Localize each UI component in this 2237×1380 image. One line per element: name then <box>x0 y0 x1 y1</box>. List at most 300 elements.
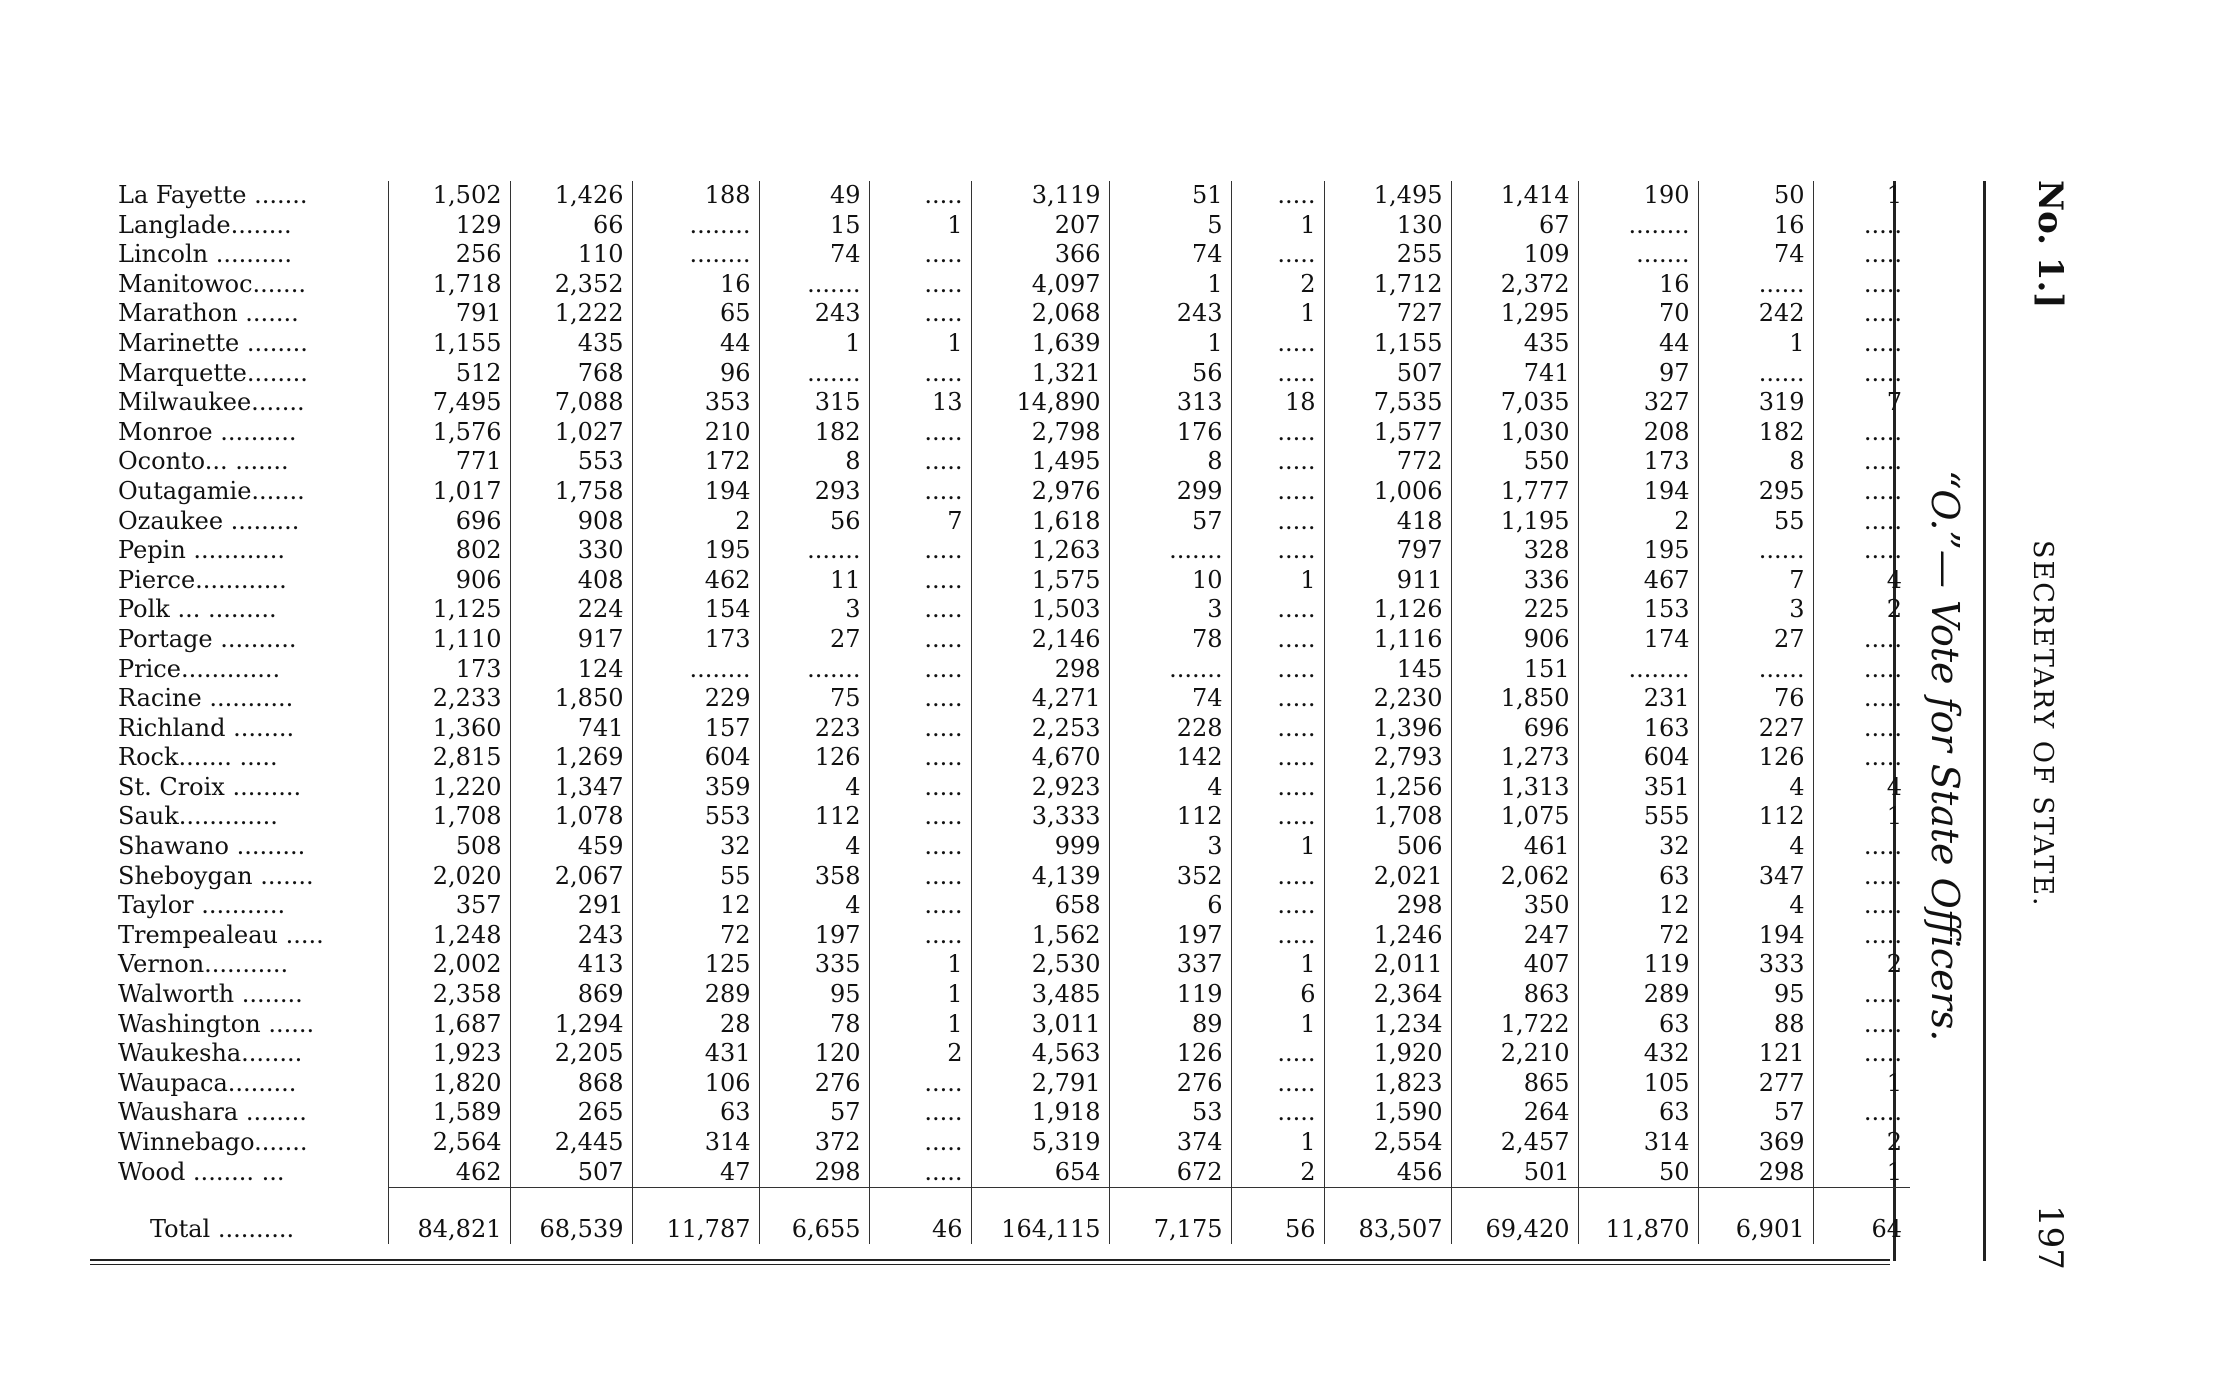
vote-cell: 1 <box>869 329 971 359</box>
vote-cell: 50 <box>1698 181 1813 211</box>
vote-cell: 106 <box>632 1069 759 1099</box>
vote-cell: 74 <box>759 240 869 270</box>
vote-cell: 76 <box>1698 684 1813 714</box>
vote-cell: 293 <box>759 477 869 507</box>
table-row <box>110 299 1910 329</box>
vote-cell: 358 <box>759 862 869 892</box>
vote-cell: 7 <box>1698 566 1813 596</box>
vote-cell: 2,146 <box>971 625 1109 655</box>
vote-cell: ..... <box>1813 270 1910 300</box>
vote-cell: 1,396 <box>1324 714 1451 744</box>
county-name: Marathon ....... <box>118 299 299 328</box>
vote-cell: 14,890 <box>971 388 1109 418</box>
vote-cell: 1 <box>869 1010 971 1040</box>
vote-cell: 126 <box>1109 1039 1231 1069</box>
vote-cell: 157 <box>632 714 759 744</box>
vote-cell: ..... <box>1813 655 1910 685</box>
county-name: Pepin ............ <box>118 536 285 565</box>
vote-cell: 1 <box>1813 181 1910 211</box>
vote-cell: 553 <box>510 447 632 477</box>
vote-cell: 768 <box>510 359 632 389</box>
county-name: Marquette........ <box>118 358 308 387</box>
vote-cell: 467 <box>1578 566 1698 596</box>
vote-cell: ........ <box>1578 655 1698 685</box>
vote-cell: ..... <box>1231 418 1324 448</box>
vote-cell: 55 <box>632 862 759 892</box>
vote-cell: 119 <box>1578 950 1698 980</box>
county-name: Taylor ........... <box>118 891 286 920</box>
vote-cell: 1,639 <box>971 329 1109 359</box>
vote-cell: 1,273 <box>1451 743 1578 773</box>
vote-cell: 173 <box>1578 447 1698 477</box>
vote-cell: ..... <box>1231 595 1324 625</box>
vote-cell: 369 <box>1698 1128 1813 1158</box>
table-row <box>110 743 1910 773</box>
vote-cell: 1,017 <box>388 477 510 507</box>
vote-cell: 413 <box>510 950 632 980</box>
table-row <box>110 447 1910 477</box>
vote-cell: 63 <box>632 1098 759 1128</box>
vote-cell: 56 <box>759 507 869 537</box>
vote-cell: 1,027 <box>510 418 632 448</box>
vote-cell: ...... <box>1698 536 1813 566</box>
vote-cell: 1,850 <box>510 684 632 714</box>
vote-cell: ..... <box>1813 1010 1910 1040</box>
vote-cell: ..... <box>869 921 971 951</box>
vote-cell: ..... <box>1813 447 1910 477</box>
vote-cell: 1,313 <box>1451 773 1578 803</box>
vote-cell: ..... <box>1813 684 1910 714</box>
vote-cell: ..... <box>1231 714 1324 744</box>
vote-cell: 7,175 <box>1109 1188 1231 1245</box>
vote-cell: 2,352 <box>510 270 632 300</box>
vote-cell: ..... <box>1813 921 1910 951</box>
county-name: Polk ... ......... <box>118 595 277 624</box>
vote-cell: 407 <box>1451 950 1578 980</box>
vote-cell: ..... <box>869 240 971 270</box>
county-name: Richland ........ <box>118 713 295 742</box>
vote-cell: 1,126 <box>1324 595 1451 625</box>
vote-cell: 357 <box>388 891 510 921</box>
table-row <box>110 507 1910 537</box>
vote-cell: ..... <box>1231 921 1324 951</box>
vote-cell: ..... <box>869 773 971 803</box>
vote-cell: 2,364 <box>1324 980 1451 1010</box>
vote-cell: 1 <box>1231 299 1324 329</box>
vote-cell: 72 <box>1578 921 1698 951</box>
vote-cell: 1,263 <box>971 536 1109 566</box>
vote-cell: 16 <box>632 270 759 300</box>
vote-cell: 49 <box>759 181 869 211</box>
vote-cell: ..... <box>1231 625 1324 655</box>
vote-cell: 1,920 <box>1324 1039 1451 1069</box>
vote-cell: 432 <box>1578 1039 1698 1069</box>
vote-cell: 1 <box>1813 802 1910 832</box>
vote-cell: 173 <box>388 655 510 685</box>
vote-cell: 6,901 <box>1698 1188 1813 1245</box>
vote-cell: 142 <box>1109 743 1231 773</box>
vote-cell: 110 <box>510 240 632 270</box>
vote-cell: ..... <box>869 270 971 300</box>
vote-cell: 119 <box>1109 980 1231 1010</box>
vote-cell: ..... <box>1813 329 1910 359</box>
vote-cell: 4 <box>759 773 869 803</box>
vote-cell: ..... <box>1813 299 1910 329</box>
vote-cell: 374 <box>1109 1128 1231 1158</box>
vote-cell: 109 <box>1451 240 1578 270</box>
vote-cell: 129 <box>388 211 510 241</box>
vote-cell: 46 <box>869 1188 971 1245</box>
vote-cell: ....... <box>759 655 869 685</box>
vote-cell: ..... <box>869 1098 971 1128</box>
vote-cell: ..... <box>869 418 971 448</box>
vote-cell: ..... <box>1231 773 1324 803</box>
vote-cell: 2 <box>1578 507 1698 537</box>
table-row <box>110 536 1910 566</box>
vote-cell: ..... <box>1813 536 1910 566</box>
vote-cell: 256 <box>388 240 510 270</box>
total-row <box>110 1188 1910 1245</box>
vote-cell: 2,793 <box>1324 743 1451 773</box>
vote-cell: 1,269 <box>510 743 632 773</box>
vote-cell: 461 <box>1451 832 1578 862</box>
vote-cell: 264 <box>1451 1098 1578 1128</box>
vote-cell: 1 <box>1231 211 1324 241</box>
vote-cell: 1,823 <box>1324 1069 1451 1099</box>
vote-cell: ..... <box>1231 891 1324 921</box>
vote-cell: 57 <box>1109 507 1231 537</box>
vote-cell: 3,485 <box>971 980 1109 1010</box>
vote-cell: 6,655 <box>759 1188 869 1245</box>
vote-cell: ..... <box>869 447 971 477</box>
vote-cell: 194 <box>1698 921 1813 951</box>
vote-cell: ..... <box>1813 359 1910 389</box>
table-row <box>110 1069 1910 1099</box>
vote-cell: 51 <box>1109 181 1231 211</box>
table-row <box>110 891 1910 921</box>
table-row <box>110 595 1910 625</box>
county-name: Racine ........... <box>118 684 294 713</box>
vote-cell: 1,918 <box>971 1098 1109 1128</box>
vote-cell: 195 <box>632 536 759 566</box>
vote-cell: 1,722 <box>1451 1010 1578 1040</box>
vote-cell: 97 <box>1578 359 1698 389</box>
vote-cell: 276 <box>759 1069 869 1099</box>
vote-cell: 2,230 <box>1324 684 1451 714</box>
vote-cell: ..... <box>1231 536 1324 566</box>
vote-cell: 1,006 <box>1324 477 1451 507</box>
county-name: Washington ...... <box>118 1009 315 1038</box>
vote-cell: 53 <box>1109 1098 1231 1128</box>
vote-cell: 1,155 <box>1324 329 1451 359</box>
vote-cell: 1,075 <box>1451 802 1578 832</box>
vote-cell: 182 <box>1698 418 1813 448</box>
table-row <box>110 714 1910 744</box>
vote-cell: ..... <box>1813 507 1910 537</box>
vote-cell: 15 <box>759 211 869 241</box>
vote-cell: 153 <box>1578 595 1698 625</box>
vote-cell: 47 <box>632 1158 759 1188</box>
vote-cell: 151 <box>1451 655 1578 685</box>
vote-cell: 227 <box>1698 714 1813 744</box>
vote-cell: 277 <box>1698 1069 1813 1099</box>
vote-cell: 66 <box>510 211 632 241</box>
vote-cell: 163 <box>1578 714 1698 744</box>
vote-cell: 1,294 <box>510 1010 632 1040</box>
vote-cell: ..... <box>869 595 971 625</box>
vote-cell: 72 <box>632 921 759 951</box>
vote-cell: 224 <box>510 595 632 625</box>
vote-cell: 1,708 <box>388 802 510 832</box>
county-name: Shawano ......... <box>118 832 306 861</box>
vote-cell: 2,923 <box>971 773 1109 803</box>
vote-cell: 999 <box>971 832 1109 862</box>
vote-cell: ..... <box>1813 240 1910 270</box>
vote-cell: 188 <box>632 181 759 211</box>
vote-cell: 289 <box>1578 980 1698 1010</box>
doc-number: No. 1.] <box>2030 180 2070 309</box>
vote-cell: 2,798 <box>971 418 1109 448</box>
vote-cell: 1,589 <box>388 1098 510 1128</box>
table-row <box>110 1128 1910 1158</box>
vote-cell: ........ <box>632 655 759 685</box>
vote-cell: 327 <box>1578 388 1698 418</box>
vote-cell: 654 <box>971 1158 1109 1188</box>
vote-cell: 696 <box>388 507 510 537</box>
table-row <box>110 1010 1910 1040</box>
vote-cell: 7 <box>1813 388 1910 418</box>
vote-cell: 74 <box>1698 240 1813 270</box>
vote-cell: 1 <box>1109 270 1231 300</box>
vote-cell: ..... <box>1813 862 1910 892</box>
vote-cell: 2 <box>869 1039 971 1069</box>
vote-cell: 1,618 <box>971 507 1109 537</box>
county-name: Waushara ........ <box>118 1098 307 1127</box>
vote-cell: ..... <box>869 832 971 862</box>
county-name: Winnebago....... <box>118 1128 308 1156</box>
vote-cell: 1,576 <box>388 418 510 448</box>
vote-cell: 125 <box>632 950 759 980</box>
vote-cell: 1,125 <box>388 595 510 625</box>
vote-cell: 1,820 <box>388 1069 510 1099</box>
vote-cell: ....... <box>1109 655 1231 685</box>
vote-cell: 7,495 <box>388 388 510 418</box>
vote-cell: 4 <box>1698 773 1813 803</box>
vote-cell: 242 <box>1698 299 1813 329</box>
vote-cell: 1,321 <box>971 359 1109 389</box>
vote-cell: 8 <box>1109 447 1231 477</box>
vote-cell: 1,590 <box>1324 1098 1451 1128</box>
table-row <box>110 921 1910 951</box>
vote-cell: ..... <box>869 566 971 596</box>
vote-cell: ....... <box>1578 240 1698 270</box>
vote-cell: 418 <box>1324 507 1451 537</box>
vote-cell: ..... <box>869 743 971 773</box>
table-row <box>110 950 1910 980</box>
vote-cell: ........ <box>632 211 759 241</box>
vote-cell: 2,554 <box>1324 1128 1451 1158</box>
county-name: Waupaca......... <box>118 1068 297 1097</box>
vote-cell: ..... <box>869 299 971 329</box>
vote-cell: 658 <box>971 891 1109 921</box>
vote-cell: 353 <box>632 388 759 418</box>
vote-cell: 78 <box>759 1010 869 1040</box>
vote-cell: 223 <box>759 714 869 744</box>
vote-cell: 1 <box>869 980 971 1010</box>
vote-cell: 4,670 <box>971 743 1109 773</box>
table-row <box>110 270 1910 300</box>
vote-cell: ..... <box>1231 743 1324 773</box>
vote-cell: 56 <box>1231 1188 1324 1245</box>
vote-cell: 3 <box>1109 595 1231 625</box>
vote-cell: 2,372 <box>1451 270 1578 300</box>
vote-cell: 210 <box>632 418 759 448</box>
vote-cell: 10 <box>1109 566 1231 596</box>
vote-cell: 507 <box>510 1158 632 1188</box>
vote-cell: 16 <box>1698 211 1813 241</box>
table-row <box>110 802 1910 832</box>
vote-cell: 1,712 <box>1324 270 1451 300</box>
vote-cell: 65 <box>632 299 759 329</box>
vote-cell: 2,815 <box>388 743 510 773</box>
vote-cell: 868 <box>510 1069 632 1099</box>
vote-cell: 408 <box>510 566 632 596</box>
vote-cell: 121 <box>1698 1039 1813 1069</box>
vote-cell: 2,564 <box>388 1128 510 1158</box>
vote-cell: ..... <box>869 1069 971 1099</box>
vote-cell: ..... <box>1813 891 1910 921</box>
vote-cell: 228 <box>1109 714 1231 744</box>
vote-cell: 1,562 <box>971 921 1109 951</box>
vote-cell: 314 <box>1578 1128 1698 1158</box>
table-row <box>110 773 1910 803</box>
vote-cell: 1,758 <box>510 477 632 507</box>
vote-cell: 95 <box>759 980 869 1010</box>
county-name: Ozaukee ......... <box>118 506 300 535</box>
vote-cell: 462 <box>388 1158 510 1188</box>
vote-cell: 126 <box>1698 743 1813 773</box>
vote-cell: 4 <box>1813 773 1910 803</box>
vote-cell: 908 <box>510 507 632 537</box>
table-row <box>110 1039 1910 1069</box>
vote-cell: 84,821 <box>388 1188 510 1245</box>
vote-cell: 13 <box>869 388 971 418</box>
vote-cell: 70 <box>1578 299 1698 329</box>
vote-cell: 456 <box>1324 1158 1451 1188</box>
vote-cell: 1,577 <box>1324 418 1451 448</box>
vote-cell: 2,068 <box>971 299 1109 329</box>
vote-cell: 772 <box>1324 447 1451 477</box>
vote-cell: 352 <box>1109 862 1231 892</box>
vote-cell: ..... <box>1813 418 1910 448</box>
vote-cell: ..... <box>1231 447 1324 477</box>
vote-cell: ..... <box>869 625 971 655</box>
county-name: Marinette ........ <box>118 328 308 357</box>
vote-cell: ..... <box>1231 684 1324 714</box>
table-row <box>110 477 1910 507</box>
vote-cell: 7,535 <box>1324 388 1451 418</box>
vote-cell: 2,011 <box>1324 950 1451 980</box>
vote-cell: 1,220 <box>388 773 510 803</box>
vote-cell: 335 <box>759 950 869 980</box>
vote-cell: 1,295 <box>1451 299 1578 329</box>
vote-cell: 11,870 <box>1578 1188 1698 1245</box>
running-head: SECRETARY OF STATE. <box>2027 540 2058 908</box>
vote-cell: ..... <box>1231 802 1324 832</box>
vote-cell: 696 <box>1451 714 1578 744</box>
vote-cell: ..... <box>1231 359 1324 389</box>
county-name: Sauk............. <box>118 802 278 831</box>
table-row <box>110 862 1910 892</box>
vote-cell: ..... <box>1231 1039 1324 1069</box>
vote-cell: 7 <box>869 507 971 537</box>
vote-cell: 2 <box>632 507 759 537</box>
vote-cell: 7,088 <box>510 388 632 418</box>
vote-cell: 459 <box>510 832 632 862</box>
vote-cell: ..... <box>1813 1098 1910 1128</box>
vote-cell: ..... <box>1231 240 1324 270</box>
vote-cell: 2 <box>1813 950 1910 980</box>
vote-cell: 112 <box>759 802 869 832</box>
vote-cell: 1,256 <box>1324 773 1451 803</box>
vote-cell: 336 <box>1451 566 1578 596</box>
vote-cell: ...... <box>1698 655 1813 685</box>
vote-cell: 120 <box>759 1039 869 1069</box>
margin-rule <box>1983 181 1986 1261</box>
table-row <box>110 1098 1910 1128</box>
vote-cell: 289 <box>632 980 759 1010</box>
vote-cell: 506 <box>1324 832 1451 862</box>
vote-cell: 89 <box>1109 1010 1231 1040</box>
vote-cell: 865 <box>1451 1069 1578 1099</box>
vote-cell: ..... <box>869 714 971 744</box>
vote-cell: 55 <box>1698 507 1813 537</box>
vote-cell: 2,210 <box>1451 1039 1578 1069</box>
vote-cell: 1,426 <box>510 181 632 211</box>
vote-cell: 791 <box>388 299 510 329</box>
vote-cell: 555 <box>1578 802 1698 832</box>
bottom-rule-2 <box>90 1264 1890 1265</box>
county-name: Vernon........... <box>118 950 289 979</box>
vote-cell: 57 <box>759 1098 869 1128</box>
vote-cell: 1 <box>869 211 971 241</box>
vote-cell: 265 <box>510 1098 632 1128</box>
table-title: “O.”— Vote for State Officers. <box>1923 470 1967 1042</box>
vote-cell: ........ <box>1578 211 1698 241</box>
vote-cell: 295 <box>1698 477 1813 507</box>
vote-cell: 255 <box>1324 240 1451 270</box>
vote-cell: 501 <box>1451 1158 1578 1188</box>
vote-cell: 5 <box>1109 211 1231 241</box>
vote-cell: 351 <box>1578 773 1698 803</box>
vote-cell: ..... <box>869 1128 971 1158</box>
vote-cell: 1,687 <box>388 1010 510 1040</box>
vote-cell: 1,414 <box>1451 181 1578 211</box>
table-row <box>110 359 1910 389</box>
vote-cell: 27 <box>1698 625 1813 655</box>
vote-cell: 145 <box>1324 655 1451 685</box>
vote-cell: 550 <box>1451 447 1578 477</box>
table-row <box>110 1158 1910 1188</box>
vote-cell: 512 <box>388 359 510 389</box>
vote-cell: ..... <box>869 359 971 389</box>
vote-cell: 4 <box>1698 832 1813 862</box>
vote-cell: 2 <box>1231 1158 1324 1188</box>
vote-cell: ..... <box>1813 211 1910 241</box>
vote-cell: 314 <box>632 1128 759 1158</box>
vote-cell: 182 <box>759 418 869 448</box>
vote-cell: 2,205 <box>510 1039 632 1069</box>
